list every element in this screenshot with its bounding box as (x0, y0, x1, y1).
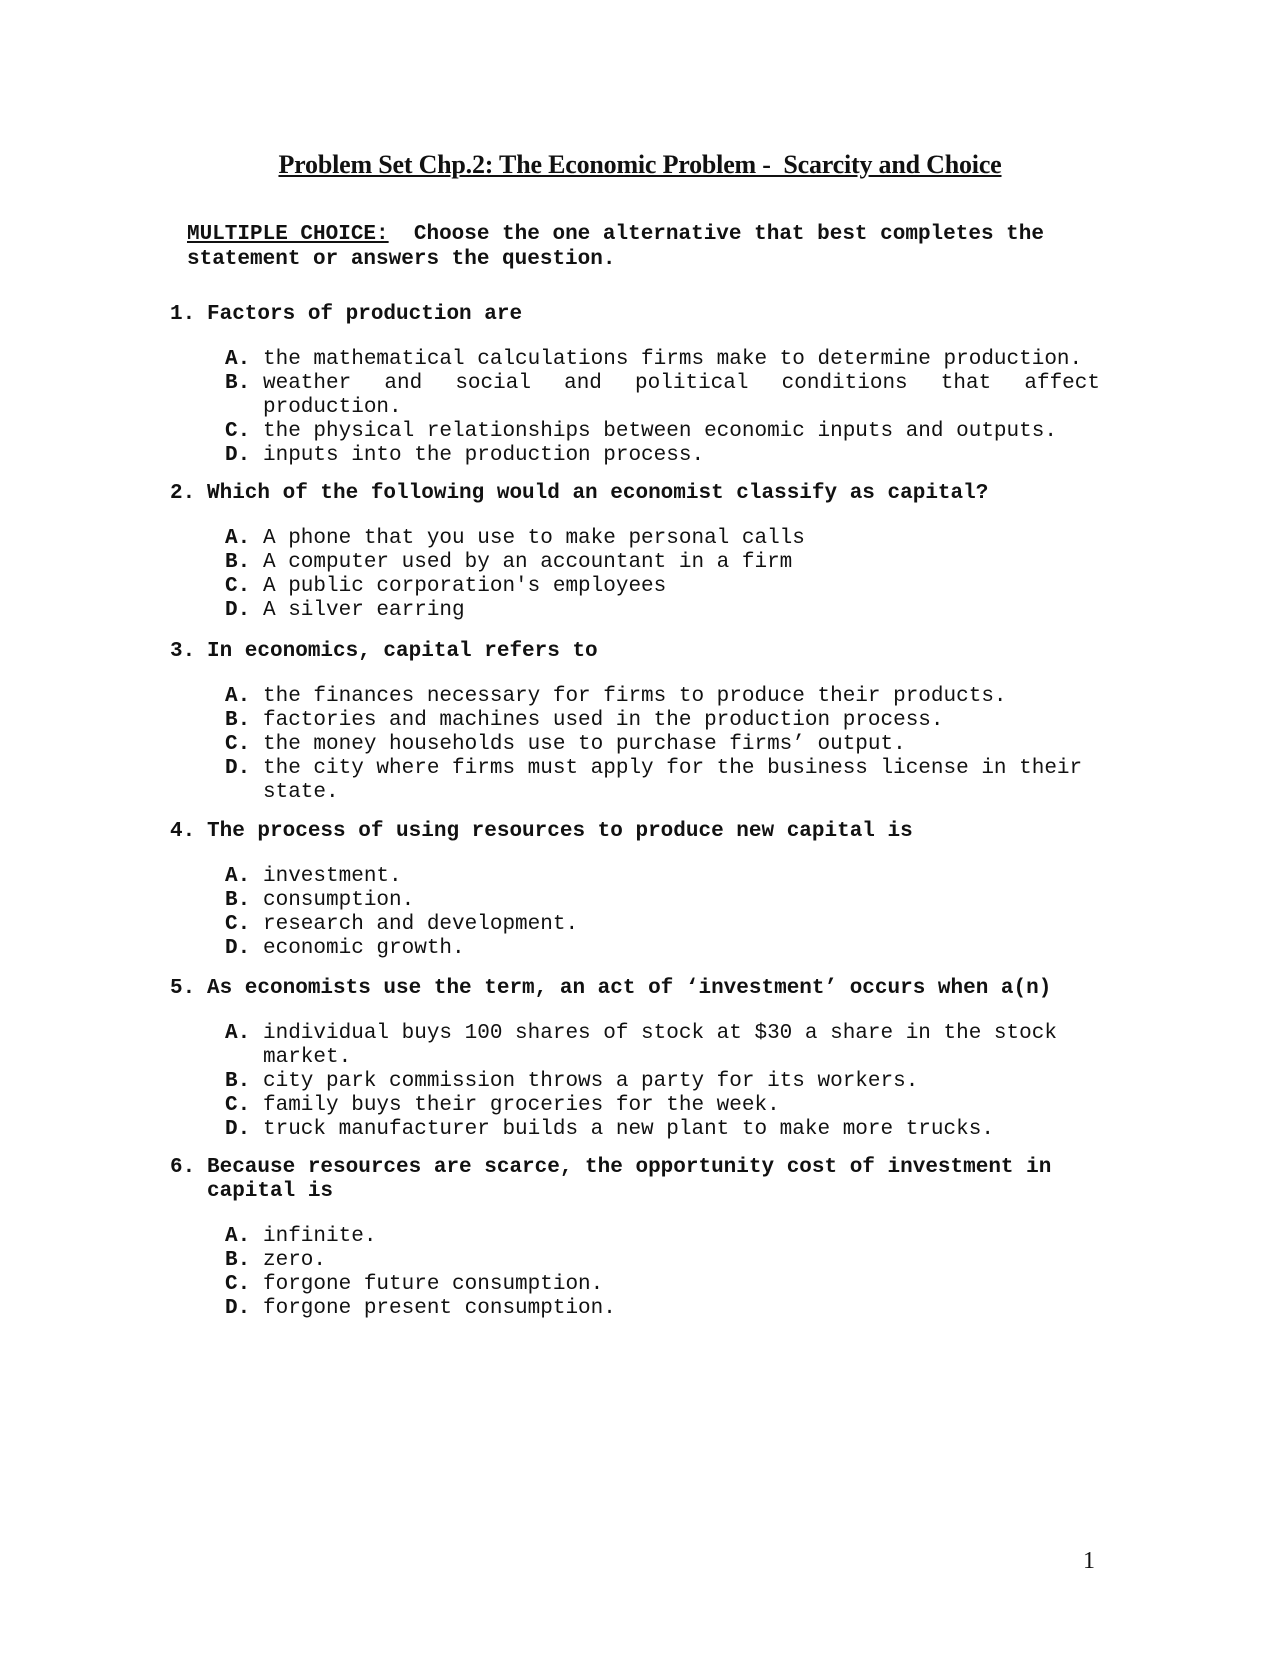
option-text: individual buys 100 shares of stock at $30 a share in the stock market. (263, 1022, 1057, 1069)
option-list (225, 865, 1100, 961)
option-letter: A. (225, 1225, 251, 1248)
question-4 (170, 820, 1100, 961)
option-b (225, 709, 1100, 733)
instructions (187, 222, 1087, 272)
option-d (225, 937, 1100, 961)
instructions-lead: MULTIPLE CHOICE: (187, 223, 389, 246)
option-text: the money households use to purchase firms’ output. (263, 733, 906, 756)
option-d (225, 444, 1100, 468)
option-text: truck manufacturer builds a new plant to make more trucks. (263, 1118, 994, 1141)
option-list (225, 1225, 1100, 1321)
option-list (225, 527, 1100, 623)
option-a (225, 527, 1100, 551)
option-list (225, 1022, 1100, 1142)
option-text: economic growth. (263, 937, 465, 960)
question-number: 5. (170, 977, 196, 1000)
option-text: family buys their groceries for the week. (263, 1094, 780, 1117)
option-list (225, 348, 1100, 468)
question-number: 1. (170, 303, 196, 326)
option-letter: B. (225, 1249, 251, 1272)
option-c (225, 913, 1100, 937)
option-b (225, 1249, 1100, 1273)
option-text: research and development. (263, 913, 579, 936)
option-a (225, 1225, 1100, 1249)
option-text: A computer used by an accountant in a firm (263, 551, 793, 574)
question-text: Which of the following would an economist classify as capital? (207, 482, 989, 505)
option-letter: D. (225, 1118, 251, 1141)
question-6 (170, 1156, 1100, 1321)
option-text: the finances necessary for firms to produce their products. (263, 685, 1007, 708)
option-letter: A. (225, 527, 251, 550)
question-stem (170, 820, 1100, 844)
option-c (225, 1273, 1100, 1297)
option-letter: D. (225, 444, 251, 467)
question-stem (170, 1156, 1100, 1204)
option-letter: C. (225, 733, 251, 756)
option-b (225, 372, 1100, 420)
option-b (225, 889, 1100, 913)
page-title: Problem Set Chp.2: The Economic Problem - Scarcity and Choice (278, 150, 1002, 179)
page-number: 1 (1083, 1548, 1095, 1574)
option-letter: C. (225, 1094, 251, 1117)
option-text: inputs into the production process. (263, 444, 705, 467)
option-letter: B. (225, 889, 251, 912)
option-c (225, 1094, 1100, 1118)
option-text: infinite. (263, 1225, 377, 1248)
question-number: 3. (170, 640, 196, 663)
option-text: the physical relationships between economic inputs and outputs. (263, 420, 1057, 443)
option-letter: C. (225, 420, 251, 443)
instructions-text: Choose the one alternative that best completes the statement or answers the question. (187, 223, 1044, 271)
option-text: forgone present consumption. (263, 1297, 616, 1320)
option-text: A public corporation's employees (263, 575, 667, 598)
option-text: factories and machines used in the production process. (263, 709, 944, 732)
option-text: consumption. (263, 889, 415, 912)
option-text: weather and social and political conditions that affect production. (263, 372, 1100, 419)
question-stem (170, 977, 1100, 1001)
option-letter: A. (225, 865, 251, 888)
option-letter: B. (225, 709, 251, 732)
option-letter: B. (225, 1070, 251, 1093)
option-d (225, 757, 1100, 805)
question-text: The process of using resources to produce new capital is (207, 820, 913, 843)
option-a (225, 1022, 1100, 1070)
option-letter: D. (225, 757, 251, 780)
option-text: city park commission throws a party for its workers. (263, 1070, 919, 1093)
option-letter: A. (225, 348, 251, 371)
option-text: A silver earring (263, 599, 465, 622)
option-a (225, 865, 1100, 889)
option-text: the city where firms must apply for the business license in their state. (263, 757, 1083, 804)
option-a (225, 685, 1100, 709)
question-number: 6. (170, 1156, 196, 1179)
option-d (225, 599, 1100, 623)
option-b (225, 1070, 1100, 1094)
option-letter: A. (225, 1022, 251, 1045)
option-letter: D. (225, 1297, 251, 1320)
option-text: investment. (263, 865, 402, 888)
question-5 (170, 977, 1100, 1142)
option-letter: B. (225, 372, 251, 395)
question-text: Factors of production are (207, 303, 523, 326)
option-letter: D. (225, 937, 251, 960)
question-text: Because resources are scarce, the opportunity cost of investment in capital is (207, 1156, 1052, 1203)
option-c (225, 575, 1100, 599)
option-text: A phone that you use to make personal calls (263, 527, 805, 550)
question-number: 2. (170, 482, 196, 505)
option-letter: D. (225, 599, 251, 622)
option-b (225, 551, 1100, 575)
question-number: 4. (170, 820, 196, 843)
option-letter: C. (225, 913, 251, 936)
option-letter: A. (225, 685, 251, 708)
option-text: the mathematical calculations firms make to determine production. (263, 348, 1083, 371)
option-c (225, 733, 1100, 757)
question-stem (170, 303, 1100, 327)
option-text: forgone future consumption. (263, 1273, 604, 1296)
option-text: zero. (263, 1249, 327, 1272)
option-letter: C. (225, 1273, 251, 1296)
option-list (225, 685, 1100, 805)
question-text: As economists use the term, an act of ‘investment’ occurs when a(n) (207, 977, 1052, 1000)
option-letter: C. (225, 575, 251, 598)
question-3 (170, 640, 1100, 805)
option-a (225, 348, 1100, 372)
option-d (225, 1118, 1100, 1142)
question-stem (170, 482, 1100, 506)
question-1 (170, 303, 1100, 468)
option-d (225, 1297, 1100, 1321)
question-2 (170, 482, 1100, 623)
question-stem (170, 640, 1100, 664)
option-letter: B. (225, 551, 251, 574)
option-c (225, 420, 1100, 444)
question-text: In economics, capital refers to (207, 640, 598, 663)
